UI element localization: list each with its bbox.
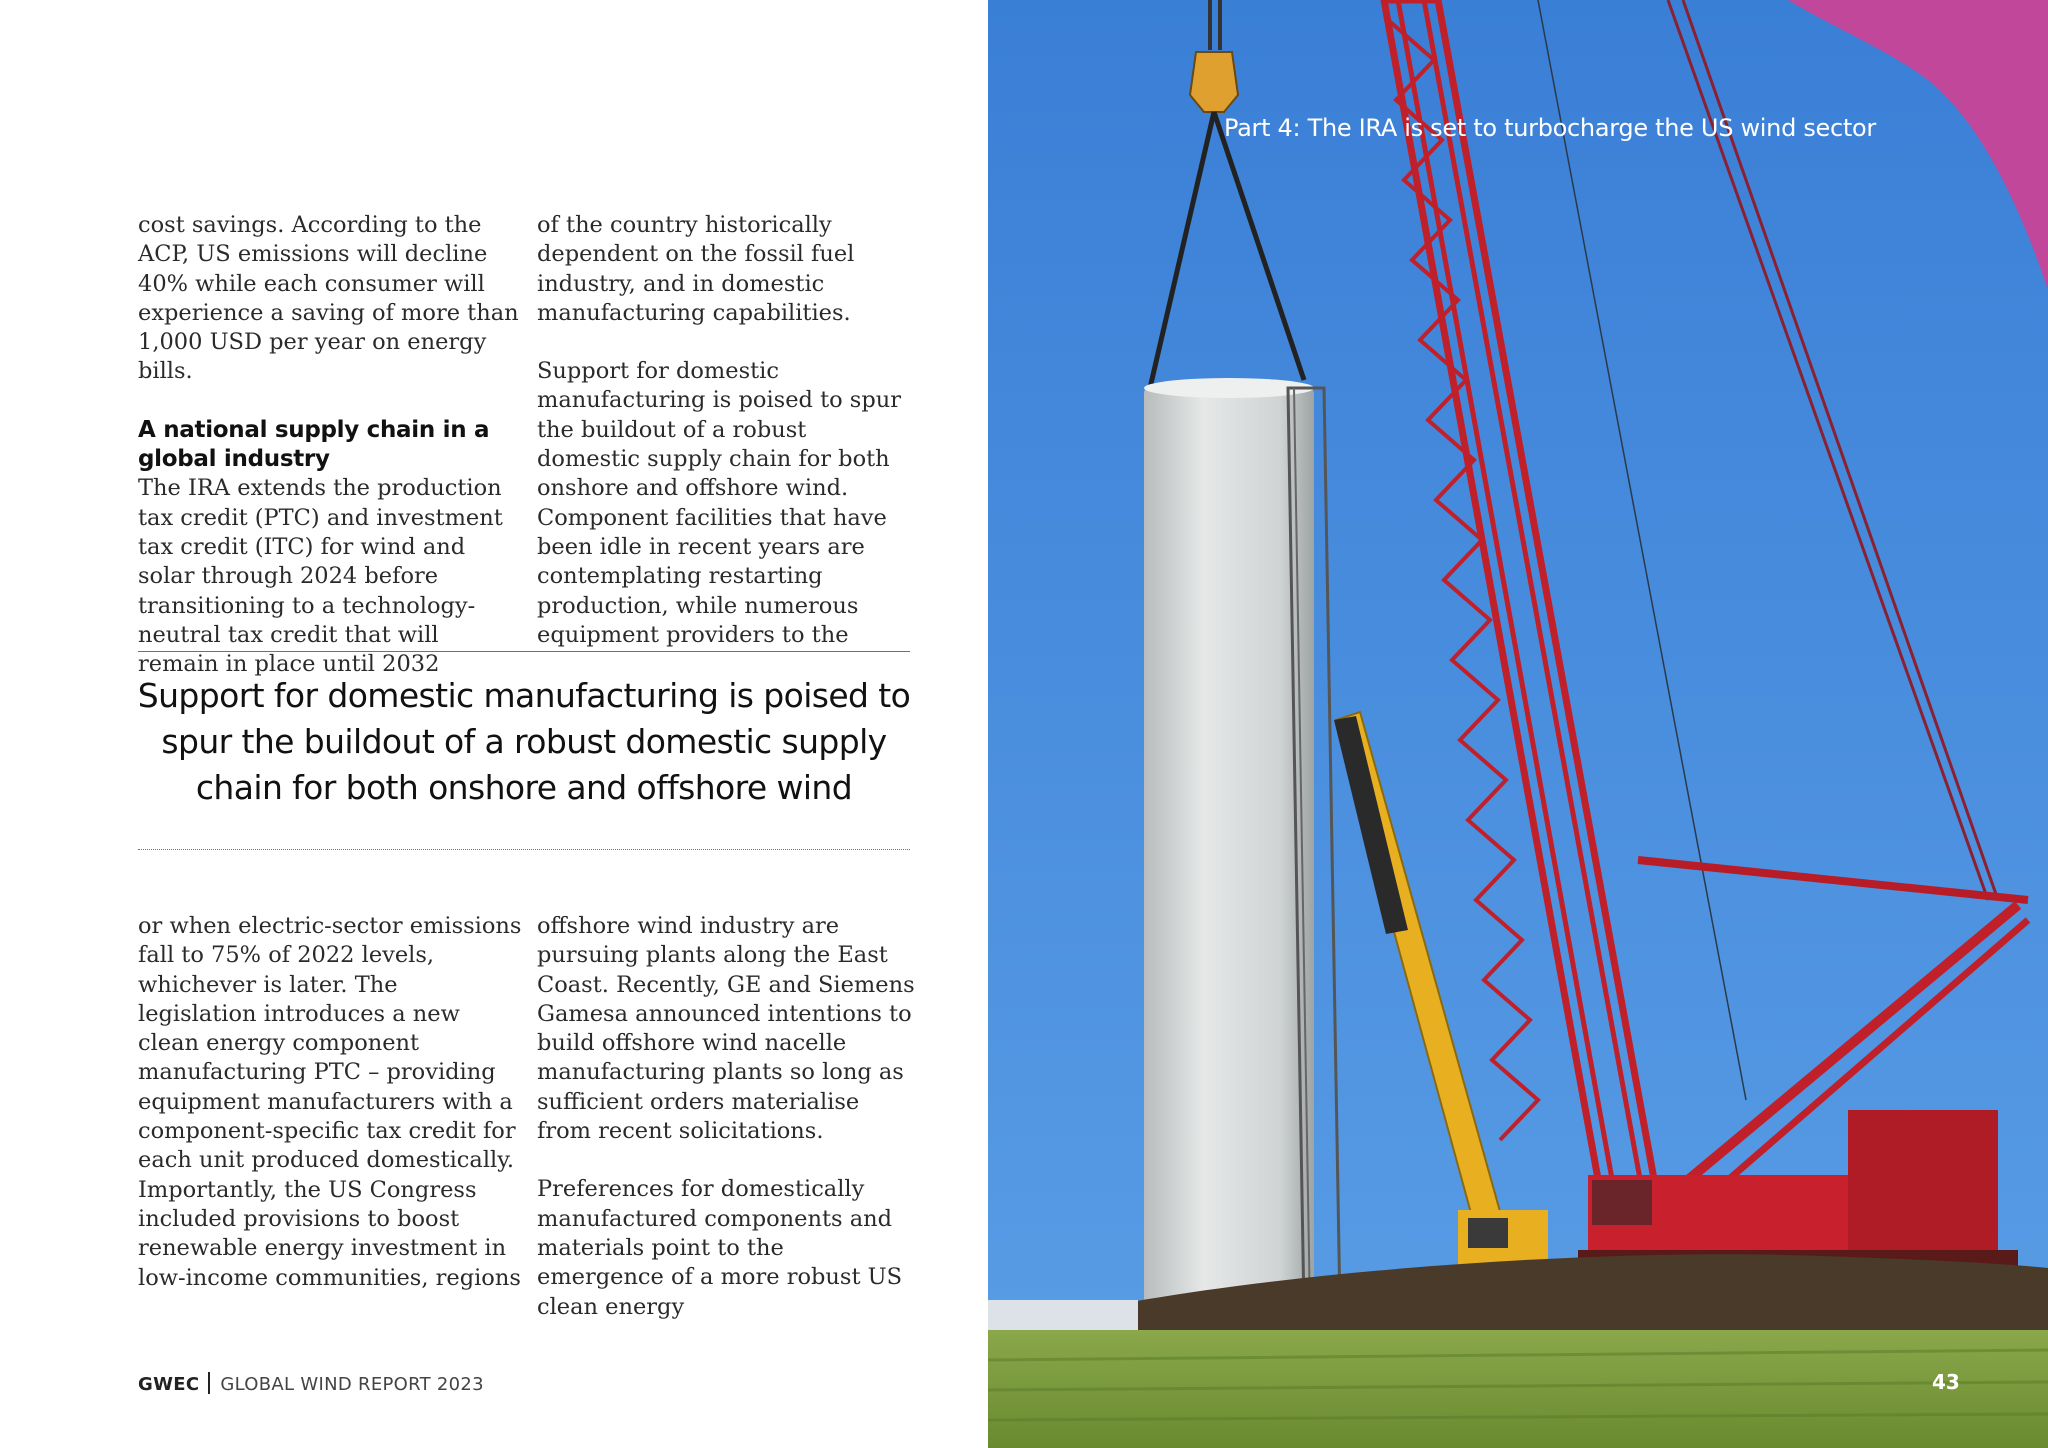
paragraph: The IRA extends the production tax credit (PTC) and investment tax credit (ITC) for wind and solar through 2024 before transitioning to a technology-neutral tax credit that will remain in place until 2032 bbox=[138, 475, 503, 678]
pull-quote-top-rule bbox=[138, 651, 910, 652]
paragraph: or when electric-sector emissions fall to 75% of 2022 levels, whichever is later. The legislation introduces a new clean energy component manufacturing PTC – providing equipment manufacturers with a component-specific tax credit for each unit produced domestically. Importantly, the US Congress included provisions to boost renewable energy investment in low-income communities, regions bbox=[138, 913, 522, 1291]
crane-hook bbox=[1190, 52, 1238, 112]
crane-photo-illustration bbox=[988, 0, 2048, 1448]
pull-quote-bottom-rule bbox=[138, 849, 910, 850]
column-1-top bbox=[138, 211, 522, 679]
paragraph: cost savings. According to the ACP, US emissions will decline 40% while each consumer will experience a saving of more than 1,000 USD per year on energy bills. bbox=[138, 212, 519, 385]
paragraph: offshore wind industry are pursuing plants along the East Coast. Recently, GE and Siemens Gamesa announced intentions to build offshore wind nacelle manufacturing plants so long as sufficient orders materialise from recent solicitations. bbox=[537, 913, 915, 1145]
footer-report-title: GLOBAL WIND REPORT 2023 bbox=[220, 1374, 484, 1395]
column-1-bottom bbox=[138, 912, 522, 1293]
page-number: 43 bbox=[1932, 1370, 1960, 1394]
pull-quote: Support for domestic manufacturing is poised to spur the buildout of a robust domestic supply chain for both onshore and offshore wind bbox=[137, 676, 911, 807]
footer-separator bbox=[208, 1372, 210, 1394]
section-title: Part 4: The IRA is set to turbocharge the US wind sector bbox=[1224, 114, 1876, 142]
column-2-top bbox=[537, 211, 915, 650]
paragraph: Support for domestic manufacturing is poised to spur the buildout of a robust domestic supply chain for both onshore and offshore wind. Component facilities that have been idle in recent years are contemplating restarting production, while numerous equipment providers to the bbox=[537, 358, 901, 648]
footer-brand: GWEC bbox=[138, 1374, 200, 1395]
footer bbox=[138, 1372, 484, 1395]
paragraph: of the country historically dependent on the fossil fuel industry, and in domestic manufacturing capabilities. bbox=[537, 212, 855, 326]
turbine-tower-section bbox=[1144, 378, 1340, 1312]
blade-on-ground bbox=[988, 1300, 1138, 1330]
paragraph: Preferences for domestically manufactured components and materials point to the emergence of a more robust US clean energy bbox=[537, 1176, 903, 1320]
section-subheading: A national supply chain in a global industry bbox=[138, 416, 490, 473]
left-page bbox=[0, 0, 988, 1448]
right-page-photo bbox=[988, 0, 2048, 1448]
column-2-bottom bbox=[537, 912, 915, 1322]
